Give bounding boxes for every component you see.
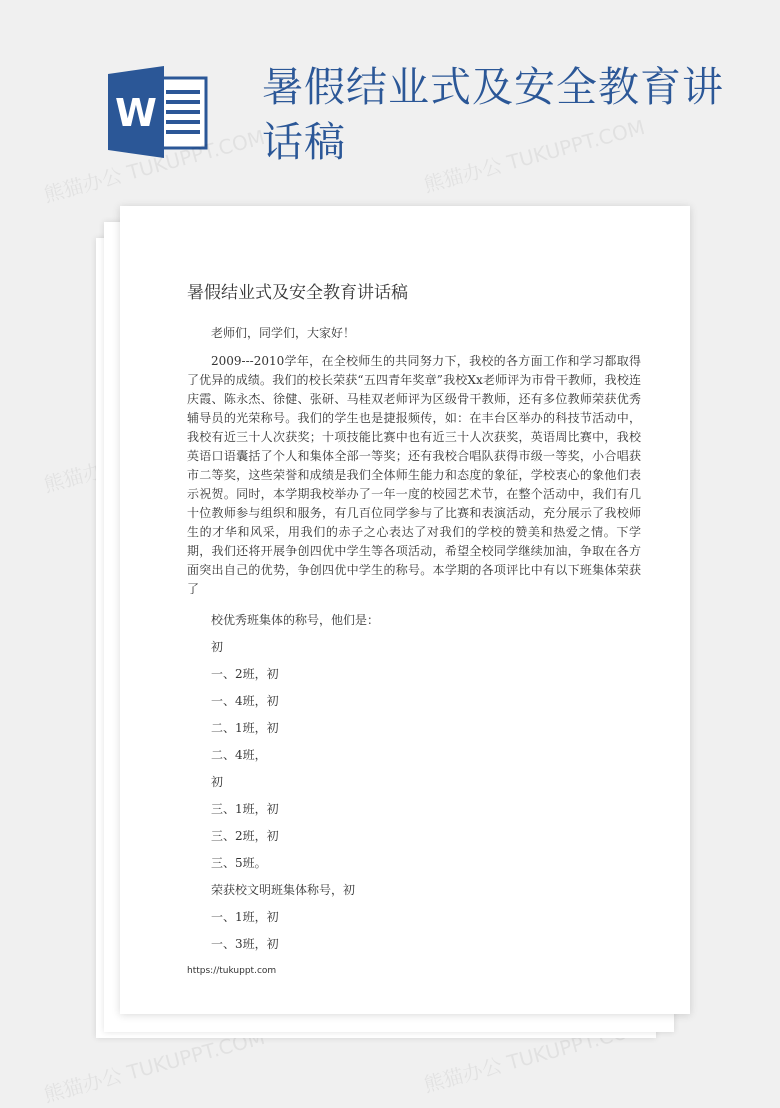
list-line: 二、4班，	[211, 748, 267, 762]
list-line: 荣获校文明班集体称号，初	[211, 883, 356, 897]
document-title: 暑假结业式及安全教育讲话稿	[187, 283, 408, 303]
word-logo-letter: W	[115, 91, 157, 135]
watermark: 熊猫办公 TUKUPPT.COM	[41, 1024, 268, 1108]
list-line: 二、1班，初	[211, 721, 279, 735]
list-line: 三、2班，初	[211, 829, 279, 843]
list-line: 一、1班，初	[211, 910, 279, 924]
watermark: 熊猫办公 TUKUPPT.COM	[41, 124, 268, 208]
list-line: 初	[211, 640, 224, 654]
document-page	[120, 206, 690, 1014]
list-line: 三、1班，初	[211, 802, 279, 816]
list-line: 初	[211, 775, 224, 789]
watermark: 熊猫办公 TUKUPPT.COM	[421, 114, 648, 198]
document-body	[187, 324, 641, 958]
list-line: 一、2班，初	[211, 667, 279, 681]
watermark: 熊猫办公 TUKUPPT.COM	[421, 1014, 648, 1098]
footer-url[interactable]: https://tukuppt.com	[187, 966, 277, 976]
body-paragraph: 2009---2010学年，在全校师生的共同努力下，我校的各方面工作和学习都取得了优异的成绩。我们的校长荣获“五四青年奖章”我校Xx老师评为市骨干教师，我校连庆霞、陈永杰、徐健、张研、马桂双老师评为区级骨干教师，还有多位教师荣获优秀辅导员的光荣称号。我们的学生也是捷报频传，如：在丰台区举办的科技节活动中，我校有近三十人次获奖；十项技能比赛中也有近三十人次获奖，英语周比赛中，我校英语口语囊括了个人和集体全部一等奖；还有我校合唱队获得市级一等奖，小合唱获市二等奖，这些荣誉和成绩是我们全体师生能力和态度的象征，学校衷心的象他们表示祝贺。同时，本学期我校举办了一年一度的校园艺术节，在整个活动中，我们有几十位教师参与组织和服务，有几百位同学参与了比赛和表演活动，充分展示了我校师生的才华和风采，用我们的赤子之心表达了对我们的学校的赞美和热爱之情。下学期，我们还将开展争创四优中学生等各项活动，希望全校同学继续加油，争取在各方面突出自己的优势，争创四优中学生的称号。本学期的各项评比中有以下班集体荣获了	[187, 354, 641, 596]
list-line: 一、4班，初	[211, 694, 279, 708]
header-title: 暑假结业式及安全教育讲话稿	[262, 63, 724, 166]
watermark: 熊猫办公	[41, 453, 125, 498]
list-line: 一、3班，初	[211, 937, 279, 951]
greeting: 老师们，同学们，大家好！	[211, 326, 356, 340]
list-line: 三、5班。	[211, 856, 267, 870]
list-line: 校优秀班集体的称号，他们是：	[211, 613, 380, 627]
word-doc-icon	[108, 66, 208, 158]
